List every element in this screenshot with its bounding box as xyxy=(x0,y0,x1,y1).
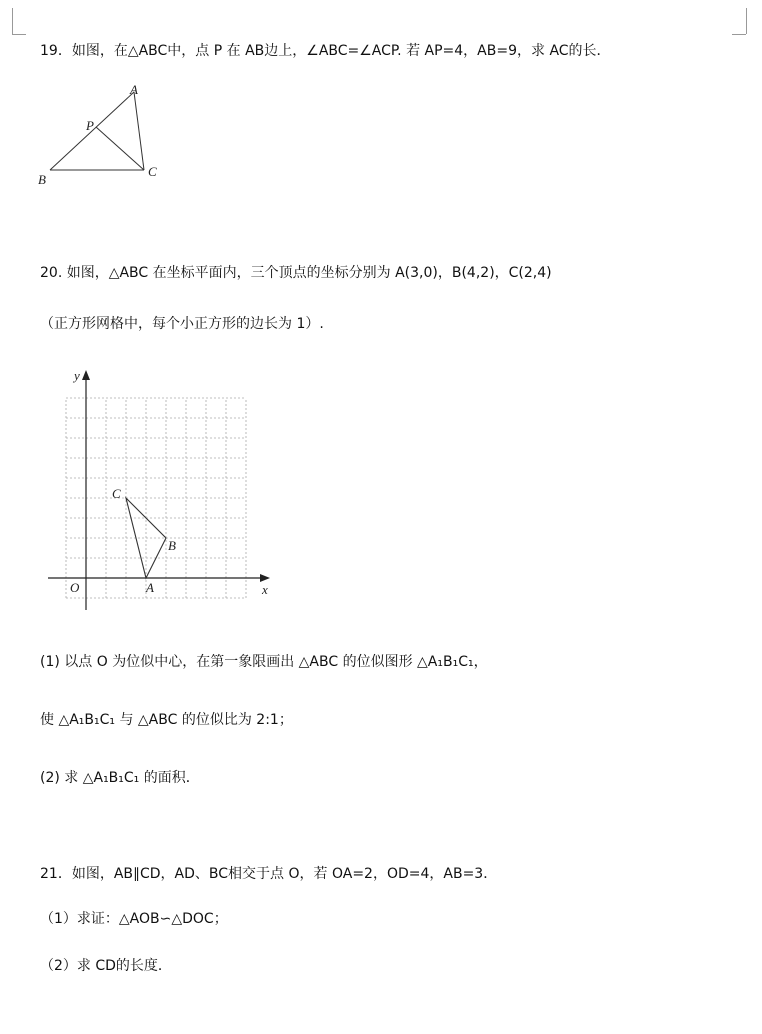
corner-mark-right-h xyxy=(732,34,746,35)
q20-text2: （正方形网格中，每个小正方形的边长为 1）. xyxy=(40,316,324,332)
q20-part1-line2: 使 △A₁B₁C₁ 与 △ABC 的位似比为 2:1； xyxy=(40,712,293,728)
q19-label-c: C xyxy=(148,164,157,179)
q20-label-y: y xyxy=(74,368,80,383)
q20-x-arrow xyxy=(260,574,270,582)
q21-part2: （2）求 CD的长度． xyxy=(40,958,172,974)
q20-label-o: O xyxy=(70,580,80,595)
q20-coordinate-figure xyxy=(40,366,280,616)
q20-y-arrow xyxy=(82,370,90,380)
q21-text: 21．如图，AB∥CD，AD、BC相交于点 O，若 OA=2，OD=4，AB=3． xyxy=(40,866,498,882)
q19-label-p: P xyxy=(86,118,94,133)
q21-part1: （1）求证：△AOB∽△DOC； xyxy=(40,911,228,927)
q20-part1-line1: (1) 以点 O 为位似中心，在第一象限画出 △ABC 的位似图形 △A₁B₁C₁， xyxy=(40,654,488,670)
corner-mark-right xyxy=(746,8,747,34)
q20-text: 20. 如图，△ABC 在坐标平面内，三个顶点的坐标分别为 A(3,0)，B(4,2)，C(2,4) xyxy=(40,265,552,281)
q20-label-a: A xyxy=(146,580,154,595)
q20-label-b: B xyxy=(168,538,176,553)
q19-label-b: B xyxy=(38,172,46,187)
q20-label-x: x xyxy=(262,582,268,597)
q19-text: 19．如图，在△ABC中，点 P 在 AB边上，∠ABC=∠ACP. 若 AP=4，AB=9，求 AC的长． xyxy=(40,43,611,59)
q19-side-ac xyxy=(134,92,144,170)
corner-mark-left xyxy=(12,8,13,34)
corner-mark-left-h xyxy=(12,34,26,35)
q20-label-c: C xyxy=(112,486,121,501)
q20-part2: (2) 求 △A₁B₁C₁ 的面积． xyxy=(40,770,200,786)
q19-figure xyxy=(36,78,196,198)
q19-label-a: A xyxy=(130,82,138,97)
q19-segment-pc xyxy=(96,127,144,170)
